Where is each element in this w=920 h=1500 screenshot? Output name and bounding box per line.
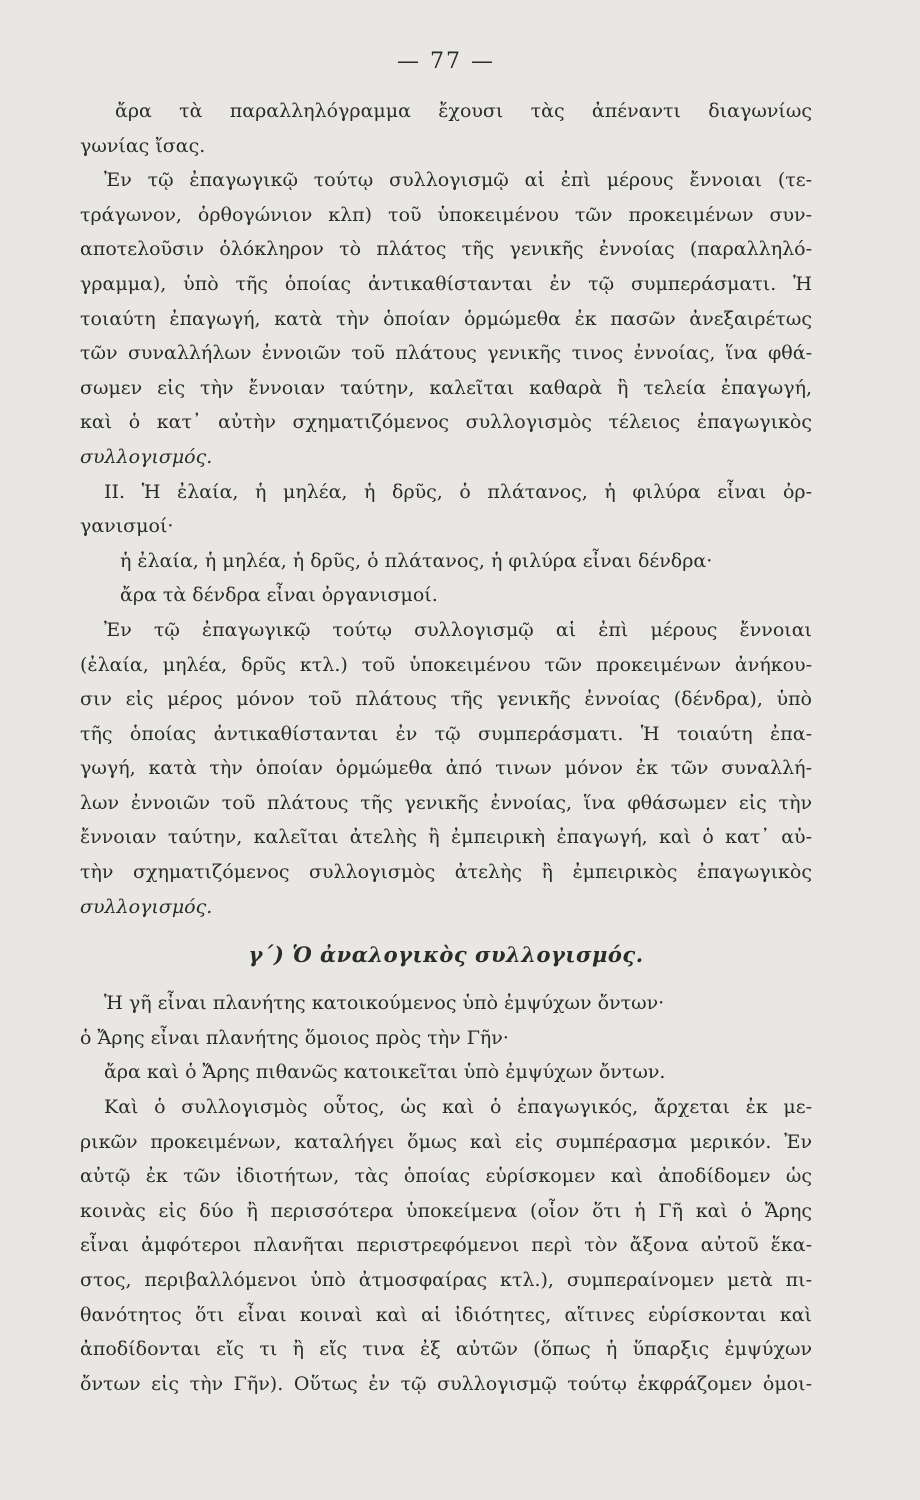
text-line: (ἐλαία, μηλέα, δρῦς κτλ.) τοῦ ὑποκειμένου τῶν προκειμένων ἀνήκου- [80, 653, 812, 676]
text-line: ὁ Ἄρης εἶναι πλανήτης ὅμοιος πρὸς τὴν Γῆν· [80, 1026, 509, 1049]
text-line: θανότητος ὅτι εἶναι κοιναὶ καὶ αἱ ἰδιότητες, αἵτινες εὑρίσκονται καὶ [80, 1303, 812, 1326]
section-heading: γ΄) Ὁ ἀναλογικὸς συλλογισμός. [248, 942, 644, 968]
text-line: σωμεν εἰς τὴν ἔννοιαν ταύτην, καλεῖται καθαρὰ ἢ τελεία ἐπαγωγή, [80, 376, 812, 399]
text-line: ἄρα τὰ παραλληλόγραμμα ἔχουσι τὰς ἀπέναντι διαγωνίως [115, 100, 812, 122]
text-line: τράγωνον, ὀρθογώνιον κλπ) τοῦ ὑποκειμένου τῶν προκειμένων συν- [80, 203, 812, 226]
text-line: ἄρα τὰ δένδρα εἶναι ὀργανισμοί. [120, 584, 438, 607]
text-line: ρικῶν προκειμένων, καταλήγει ὅμως καὶ εἰς συμπέρασμα μερικόν. Ἐν [80, 1130, 812, 1153]
text-line: γωνίας ἴσας. [80, 134, 206, 157]
text-line: λων ἐννοιῶν τοῦ πλάτους τῆς γενικῆς ἐννοίας, ἵνα φθάσωμεν εἰς τὴν [80, 791, 812, 814]
text-line: ἄρα καὶ ὁ Ἄρης πιθανῶς κατοικεῖται ὑπὸ ἐμψύχων ὄντων. [104, 1061, 666, 1084]
text-line: τὴν σχηματιζόμενος συλλογισμὸς ἀτελὴς ἢ ἐμπειρικὸς ἐπαγωγικὸς [80, 861, 812, 884]
text-line: αὐτῷ ἐκ τῶν ἰδιοτήτων, τὰς ὁποίας εὑρίσκομεν καὶ ἀποδίδομεν ὡς [80, 1165, 812, 1188]
text-line: στος, περιβαλλόμενοι ὑπὸ ἀτμοσφαίρας κτλ.), συμπεραίνομεν μετὰ πι- [80, 1269, 812, 1291]
text-line: εἶναι ἀμφότεροι πλανῆται περιστρεφόμενοι περὶ τὸν ἄξονα αὐτοῦ ἕκα- [80, 1234, 812, 1257]
text-line: ὄντων εἰς τὴν Γῆν). Οὕτως ἐν τῷ συλλογισμῷ τούτῳ ἐκφράζομεν ὁμοι- [80, 1372, 812, 1395]
text-line: Ἐν τῷ ἐπαγωγικῷ τούτῳ συλλογισμῷ αἱ ἐπὶ μέρους ἔννοιαι [104, 618, 812, 641]
text-line: ἀποδίδονται εἴς τι ἢ εἴς τινα ἐξ αὐτῶν (ὅπως ἡ ὕπαρξις ἐμψύχων [80, 1338, 812, 1361]
text-line: αποτελοῦσιν ὁλόκληρον τὸ πλάτος τῆς γενικῆς ἐννοίας (παραλληλό- [80, 238, 812, 261]
page-number: — 77 — [397, 49, 495, 74]
text-line: Ἐν τῷ ἐπαγωγικῷ τούτῳ συλλογισμῷ αἱ ἐπὶ μέρους ἔννοιαι (τε- [104, 169, 812, 192]
text-line: σιν εἰς μέρος μόνον τοῦ πλάτους τῆς γενικῆς ἐννοίας (δένδρα), ὑπὸ [80, 688, 812, 711]
text-line: ἔννοιαν ταύτην, καλεῖται ἀτελὴς ἢ ἐμπειρικὴ ἐπαγωγή, καὶ ὁ κατ᾿ αὐ- [80, 826, 812, 849]
text-line: καὶ ὁ κατ᾿ αὐτὴν σχηματιζόμενος συλλογισμὸς τέλειος ἐπαγωγικὸς [80, 411, 812, 434]
text-line: τοιαύτη ἐπαγωγή, κατὰ τὴν ὁποίαν ὁρμώμεθα ἐκ πασῶν ἀνεξαιρέτως [80, 307, 812, 330]
text-line: συλλογισμός. [80, 895, 213, 918]
text-line: τῶν συναλλήλων ἐννοιῶν τοῦ πλάτους γενικῆς τινος ἐννοίας, ἵνα φθά- [80, 342, 812, 365]
text-line: τῆς ὁποίας ἀντικαθίστανται ἐν τῷ συμπεράσματι. Ἡ τοιαύτη ἐπα- [80, 722, 812, 745]
text-line: κοινὰς εἰς δύο ἢ περισσότερα ὑποκείμενα (οἷον ὅτι ἡ Γῆ καὶ ὁ Ἄρης [80, 1199, 812, 1222]
text-line: συλλογισμός. [80, 445, 213, 468]
text-line: Ἡ γῆ εἶναι πλανήτης κατοικούμενος ὑπὸ ἐμψύχων ὄντων· [104, 992, 665, 1015]
text-line: Καὶ ὁ συλλογισμὸς οὗτος, ὡς καὶ ὁ ἐπαγωγικός, ἄρχεται ἐκ με- [104, 1096, 812, 1119]
text-line: ἡ ἐλαία, ἡ μηλέα, ἡ δρῦς, ὁ πλάτανος, ἡ φιλύρα εἶναι δένδρα· [120, 549, 713, 572]
text-line: γωγή, κατὰ τὴν ὁποίαν ὁρμώμεθα ἀπό τινων μόνον ἐκ τῶν συναλλή- [80, 757, 812, 780]
text-line: γανισμοί· [80, 515, 174, 538]
text-line: γραμμα), ὑπὸ τῆς ὁποίας ἀντικαθίστανται ἐν τῷ συμπεράσματι. Ἡ [80, 272, 812, 295]
text-line: ΙΙ. Ἡ ἐλαία, ἡ μηλέα, ἡ δρῦς, ὁ πλάτανος, ἡ φιλύρα εἶναι ὀρ- [104, 480, 812, 503]
